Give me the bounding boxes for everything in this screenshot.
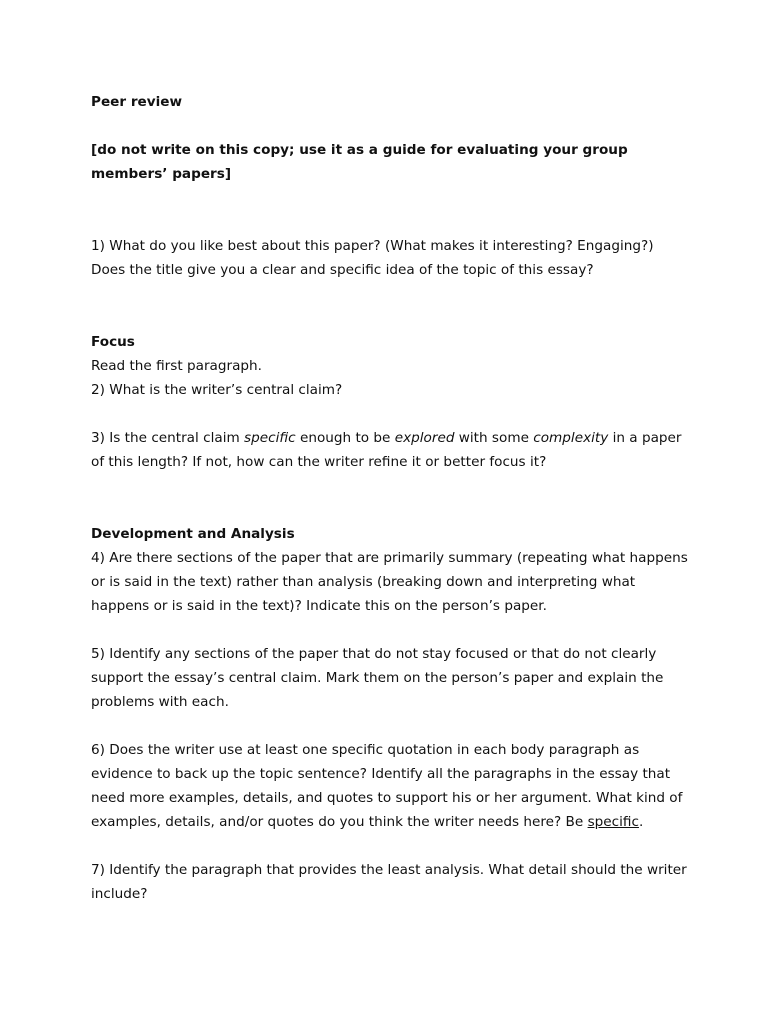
question-5: 5) Identify any sections of the paper that do not stay focused or that do not clearly support the essay’s central claim. Mark them on the person’s paper and explain the problems with each. [91, 646, 664, 710]
question-6 [91, 738, 691, 834]
question-6-specific: specific [587, 814, 639, 830]
focus-intro: Read the first paragraph. [91, 358, 262, 374]
question-3-text-d: in a paper of this length? If not, how can the writer refine it or better focus it? [91, 430, 682, 470]
question-6-text-a: 6) Does the writer use at least one specific quotation in each body paragraph as evidence to back up the topic sentence? Identify all the paragraphs in the essay that need more examples, details, and quotes to support his or her argument. What kind of examples, details, and/or quotes do you think the writer needs here? Be [91, 742, 683, 830]
document-page [91, 90, 691, 906]
question-3-text-b: enough to be [295, 430, 395, 446]
question-3-text-a: 3) Is the central claim [91, 430, 245, 446]
question-3-explored: explored [394, 430, 455, 446]
question-3-complexity: complexity [533, 430, 609, 446]
focus-heading: Focus [91, 334, 135, 350]
question-4: 4) Are there sections of the paper that are primarily summary (repeating what happens or is said in the text) rather than analysis (breaking down and interpreting what happens or is said in the text)? Indicate this on the person’s paper. [91, 550, 688, 614]
question-7: 7) Identify the paragraph that provides the least analysis. What detail should the writer include? [91, 862, 687, 902]
question-2: 2) What is the writer’s central claim? [91, 382, 343, 398]
question-3 [91, 426, 691, 474]
question-6-text-b: . [638, 814, 644, 830]
development-heading: Development and Analysis [91, 526, 295, 542]
question-3-specific: specific [244, 430, 296, 446]
document-title: Peer review [91, 94, 183, 110]
question-3-text-c: with some [454, 430, 534, 446]
instruction-note: [do not write on this copy; use it as a guide for evaluating your group members’ papers] [91, 142, 628, 182]
question-1: 1) What do you like best about this paper? (What makes it interesting? Engaging?) Does the title give you a clear and specific idea of the topic of this essay? [91, 238, 654, 278]
